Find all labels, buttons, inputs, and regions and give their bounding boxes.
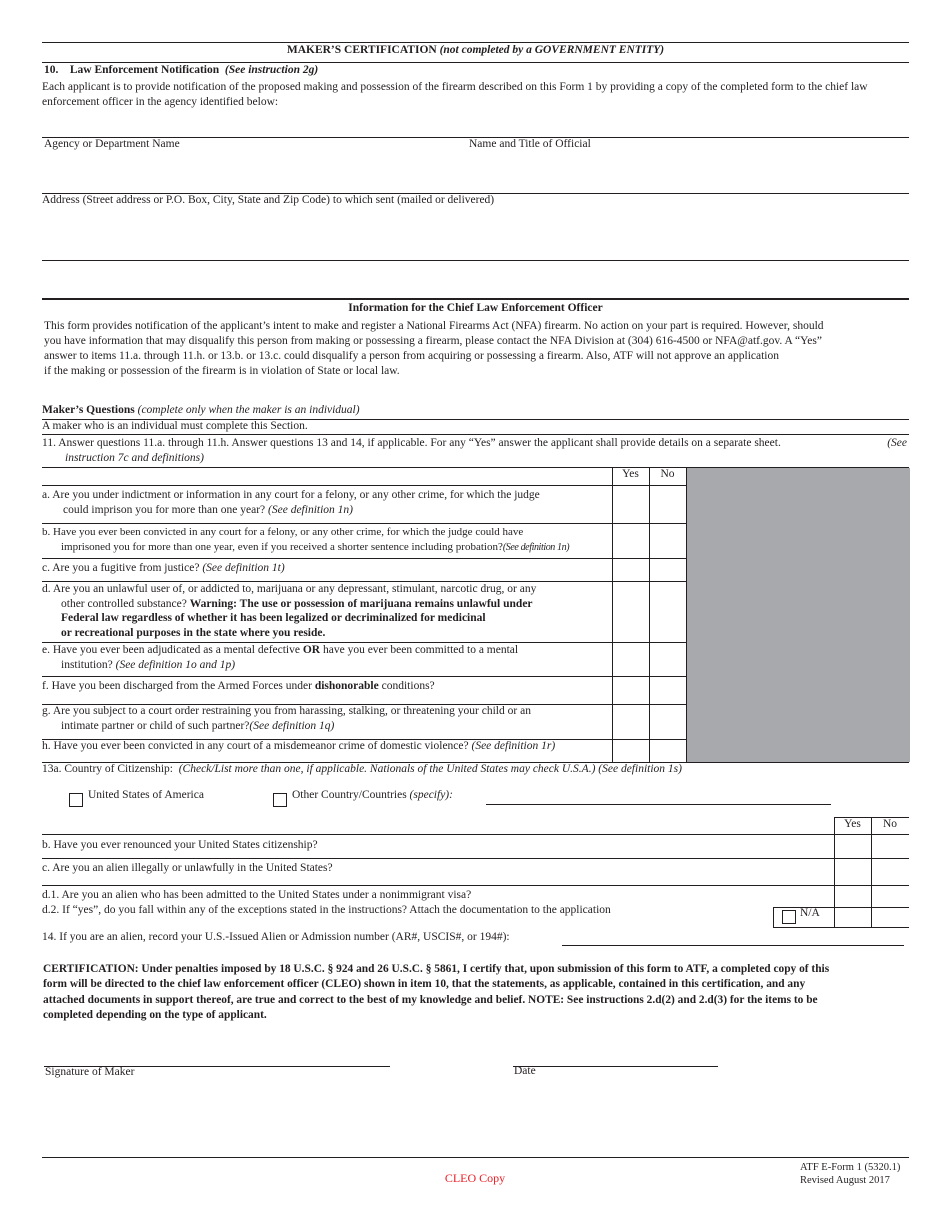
question-11a: a. Are you under indictment or information in any court for a felony, or any other crime, for which the judge could imprison you for more than one year? (See definition 1n) <box>42 489 540 516</box>
section10-title: Law Enforcement Notification <box>69 64 220 76</box>
header-title: MAKER’S CERTIFICATION <box>286 44 437 56</box>
q11b-no-cell[interactable] <box>650 524 686 557</box>
q13c-yes-cell[interactable] <box>835 859 871 885</box>
q11e-no-cell[interactable] <box>650 643 686 676</box>
q11h-yes-cell[interactable] <box>613 740 649 762</box>
no-header: No <box>660 468 675 480</box>
header-note: (not completed by a GOVERNMENT ENTITY) <box>439 44 665 56</box>
q13b-yes-cell[interactable] <box>835 835 871 858</box>
yes-header: Yes <box>622 468 639 480</box>
q13b-no-cell[interactable] <box>872 835 909 858</box>
question-14: 14. If you are an alien, record your U.S.-Issued Alien or Admission number (AR#, USCIS#, or 194#): <box>42 931 510 943</box>
question-13d1: d.1. Are you an alien who has been admitted to the United States under a nonimmigrant visa? <box>42 889 472 901</box>
q13d2-yes-cell[interactable] <box>835 908 871 927</box>
question-13a: 13a. Country of Citizenship: (Check/List more than one, if applicable. Nationals of the United States may check U.S.A.) (See definition 1s) <box>42 763 682 775</box>
question-11: 11. Answer questions 11.a. through 11.h. Answer questions 13 and 14, if applicable. For any “Yes” answer the applicant shall provide details on a separate sheet. (See instruction 7c and definitions) <box>42 437 907 464</box>
header-rule <box>42 62 909 63</box>
question-11f: f. Have you been discharged from the Armed Forces under dishonorable conditions? <box>42 680 435 692</box>
form-id: ATF E-Form 1 (5320.1) Revised August 2017 <box>800 1162 901 1186</box>
address-field[interactable]: Address (Street address or P.O. Box, City, State and Zip Code) to which sent (mailed or delivered) <box>42 194 495 206</box>
section-header <box>42 44 909 56</box>
q11c-no-cell[interactable] <box>650 559 686 581</box>
q11f-no-cell[interactable] <box>650 677 686 704</box>
other-country-label: Other Country/Countries (specify): <box>292 789 453 801</box>
na-checkbox[interactable] <box>782 910 796 924</box>
q11d-no-cell[interactable] <box>650 582 686 642</box>
cleo-title: Information for the Chief Law Enforcement Officer <box>348 302 603 314</box>
question-13b: b. Have you ever renounced your United States citizenship? <box>42 839 318 851</box>
q13d1-no-cell[interactable] <box>872 886 909 907</box>
section10-text: Each applicant is to provide notification of the proposed making and possession of the firearm described on this Form 1 by providing a copy of the completed form to the chief law enforcement officer in the agency identified below: <box>42 81 868 108</box>
footer-rule <box>42 1157 909 1158</box>
question-13d2: d.2. If “yes”, do you fall within any of the exceptions stated in the instructions? Attach the documentation to the application <box>42 904 611 916</box>
question-13c: c. Are you an alien illegally or unlawfully in the United States? <box>42 862 333 874</box>
question-11g: g. Are you subject to a court order restraining you from harassing, stalking, or threatening your child or an intimate partner or child of such partner?(See definition 1q) <box>42 705 531 732</box>
official-field[interactable]: Name and Title of Official <box>469 138 591 150</box>
address-bottom-rule <box>42 260 909 261</box>
question-11d: d. Are you an unlawful user of, or addicted to, marijuana or any depressant, stimulant, narcotic drug, or any other controlled substance? Warning: The use or possession of marijuana remains unlawful under Federal law regardless of whether it has been legalized or decriminalized for medicinal or recreational purposes in the state where you reside. <box>42 583 537 639</box>
question-11h: h. Have you ever been convicted in any court of a misdemeanor crime of domestic violence? (See definition 1r) <box>42 740 556 752</box>
top-rule <box>42 42 909 43</box>
makers-questions-heading: Maker’s Questions (complete only when the maker is an individual) <box>42 404 360 416</box>
q11a-no-cell[interactable] <box>650 486 686 523</box>
shaded-area <box>687 468 910 762</box>
cleo-copy-label: CLEO Copy <box>444 1171 506 1185</box>
na-label: N/A <box>800 907 820 919</box>
q13-no-header: No <box>882 818 898 830</box>
q11b-yes-cell[interactable] <box>613 524 649 557</box>
q11h-no-cell[interactable] <box>650 740 686 762</box>
q13d2-no-cell[interactable] <box>872 908 909 927</box>
makers-questions-sub: A maker who is an individual must complete this Section. <box>42 420 308 432</box>
q11a-yes-cell[interactable] <box>613 486 649 523</box>
usa-label: United States of America <box>88 789 204 801</box>
question-11c: c. Are you a fugitive from justice? (See definition 1t) <box>42 562 285 574</box>
signature-label: Signature of Maker <box>45 1066 135 1078</box>
cleo-text: This form provides notification of the applicant’s intent to make and register a National Firearms Act (NFA) firearm. No action on your part is required. However, should you have information that may disqualify this person from making or possessing a firearm, please contact the NFA Division at (304) 616-4500 or NFA@atf.gov. A “Yes” answer to items 11.a. through 11.h. or 13.b. or 13.c. could disqualify a person from acquiring or possessing a firearm. Also, ATF will not approve an application if the making or possession of the firearm is in violation of State or local law. <box>44 320 824 377</box>
q11g-yes-cell[interactable] <box>613 705 649 738</box>
alien-number-input[interactable] <box>562 945 904 946</box>
date-label: Date <box>514 1065 536 1077</box>
agency-field[interactable]: Agency or Department Name <box>44 138 180 150</box>
cleo-rule <box>42 298 909 300</box>
other-country-input[interactable] <box>486 804 831 805</box>
q13d1-yes-cell[interactable] <box>835 886 871 907</box>
date-line[interactable] <box>513 1066 718 1067</box>
question-11b: b. Have you ever been convicted in any court for a felony, or any other crime, for which the judge could have imprisoned you for more than one year, even if you received a shorter sentence including probation?(See definition 1n) <box>42 526 570 553</box>
q11e-yes-cell[interactable] <box>613 643 649 676</box>
q11g-no-cell[interactable] <box>650 705 686 738</box>
q11f-yes-cell[interactable] <box>613 677 649 704</box>
question-11e: e. Have you ever been adjudicated as a mental defective OR have you ever been committed to a mental institution? (See definition 1o and 1p) <box>42 644 519 671</box>
q13-yes-header: Yes <box>844 818 861 830</box>
q13c-no-cell[interactable] <box>872 859 909 885</box>
usa-checkbox[interactable] <box>69 793 83 807</box>
other-country-checkbox[interactable] <box>273 793 287 807</box>
q11d-yes-cell[interactable] <box>613 582 649 642</box>
q11c-yes-cell[interactable] <box>613 559 649 581</box>
certification-text: CERTIFICATION: Under penalties imposed by 18 U.S.C. § 924 and 26 U.S.C. § 5861, I certify that, upon submission of this form to ATF, a completed copy of this form will be directed to the chief law enforcement officer (CLEO) shown in item 10, that the statements, as applicable, contained in this certification, and any attached documents in support thereof, are true and correct to the best of my knowledge and belief. NOTE: See instructions 2.d(2) and 2.d(3) for the items to be completed depending on the type of applicant. <box>43 963 830 1021</box>
section10-heading: 10. Law Enforcement Notification (See instruction 2g) <box>44 64 319 76</box>
